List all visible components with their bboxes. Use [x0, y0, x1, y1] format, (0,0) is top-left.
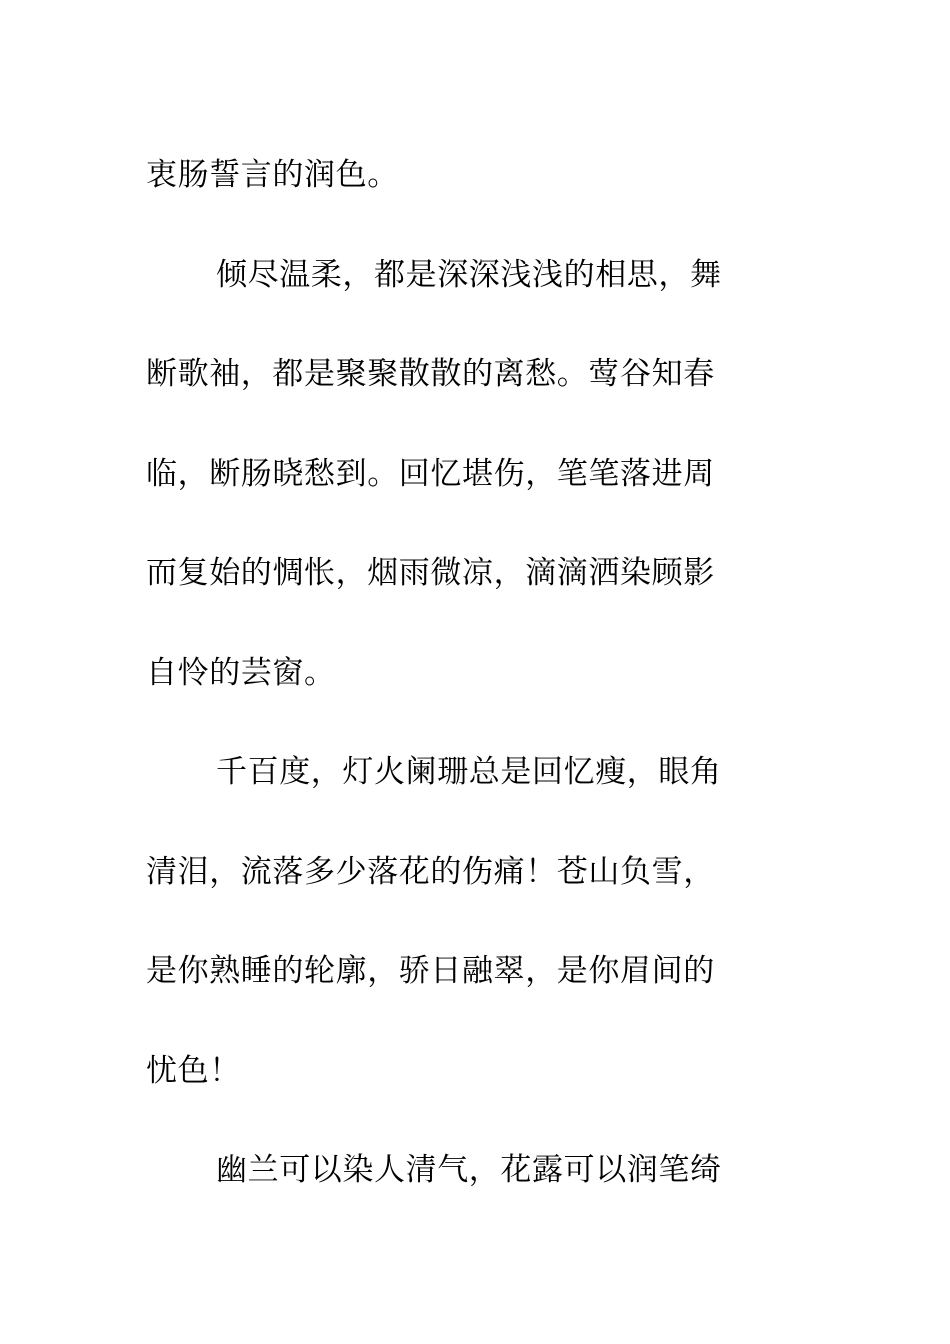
paragraph-2: [146, 226, 778, 724]
text-line: 而复始的惆怅，烟雨微凉，滴滴洒染顾影: [146, 555, 715, 591]
text-line: 临，断肠晓愁到。回忆堪伤，笔笔落进周: [146, 455, 715, 492]
document-body: [146, 126, 778, 1221]
text-line: 衷肠誓言的润色。: [146, 157, 399, 193]
text-line: 断歌袖，都是聚聚散散的离愁。莺谷知春: [146, 356, 715, 392]
text-line: 清泪，流落多少落花的伤痛！苍山负雪，: [146, 853, 715, 890]
text-line: 幽兰可以染人清气，花露可以润笔绮: [216, 1152, 722, 1188]
text-line: 忧色！: [146, 1052, 241, 1089]
paragraph-1: [146, 126, 778, 226]
text-line: 自怜的芸窗。: [146, 654, 336, 691]
paragraph-3: [146, 723, 778, 1121]
text-line: 是你熟睡的轮廓，骄日融翠，是你眉间的: [146, 953, 715, 989]
paragraph-4: [146, 1121, 778, 1221]
text-line: 倾尽温柔，都是深深浅浅的相思，舞: [216, 256, 722, 293]
text-line: 千百度，灯火阑珊总是回忆瘦，眼角: [216, 754, 722, 790]
